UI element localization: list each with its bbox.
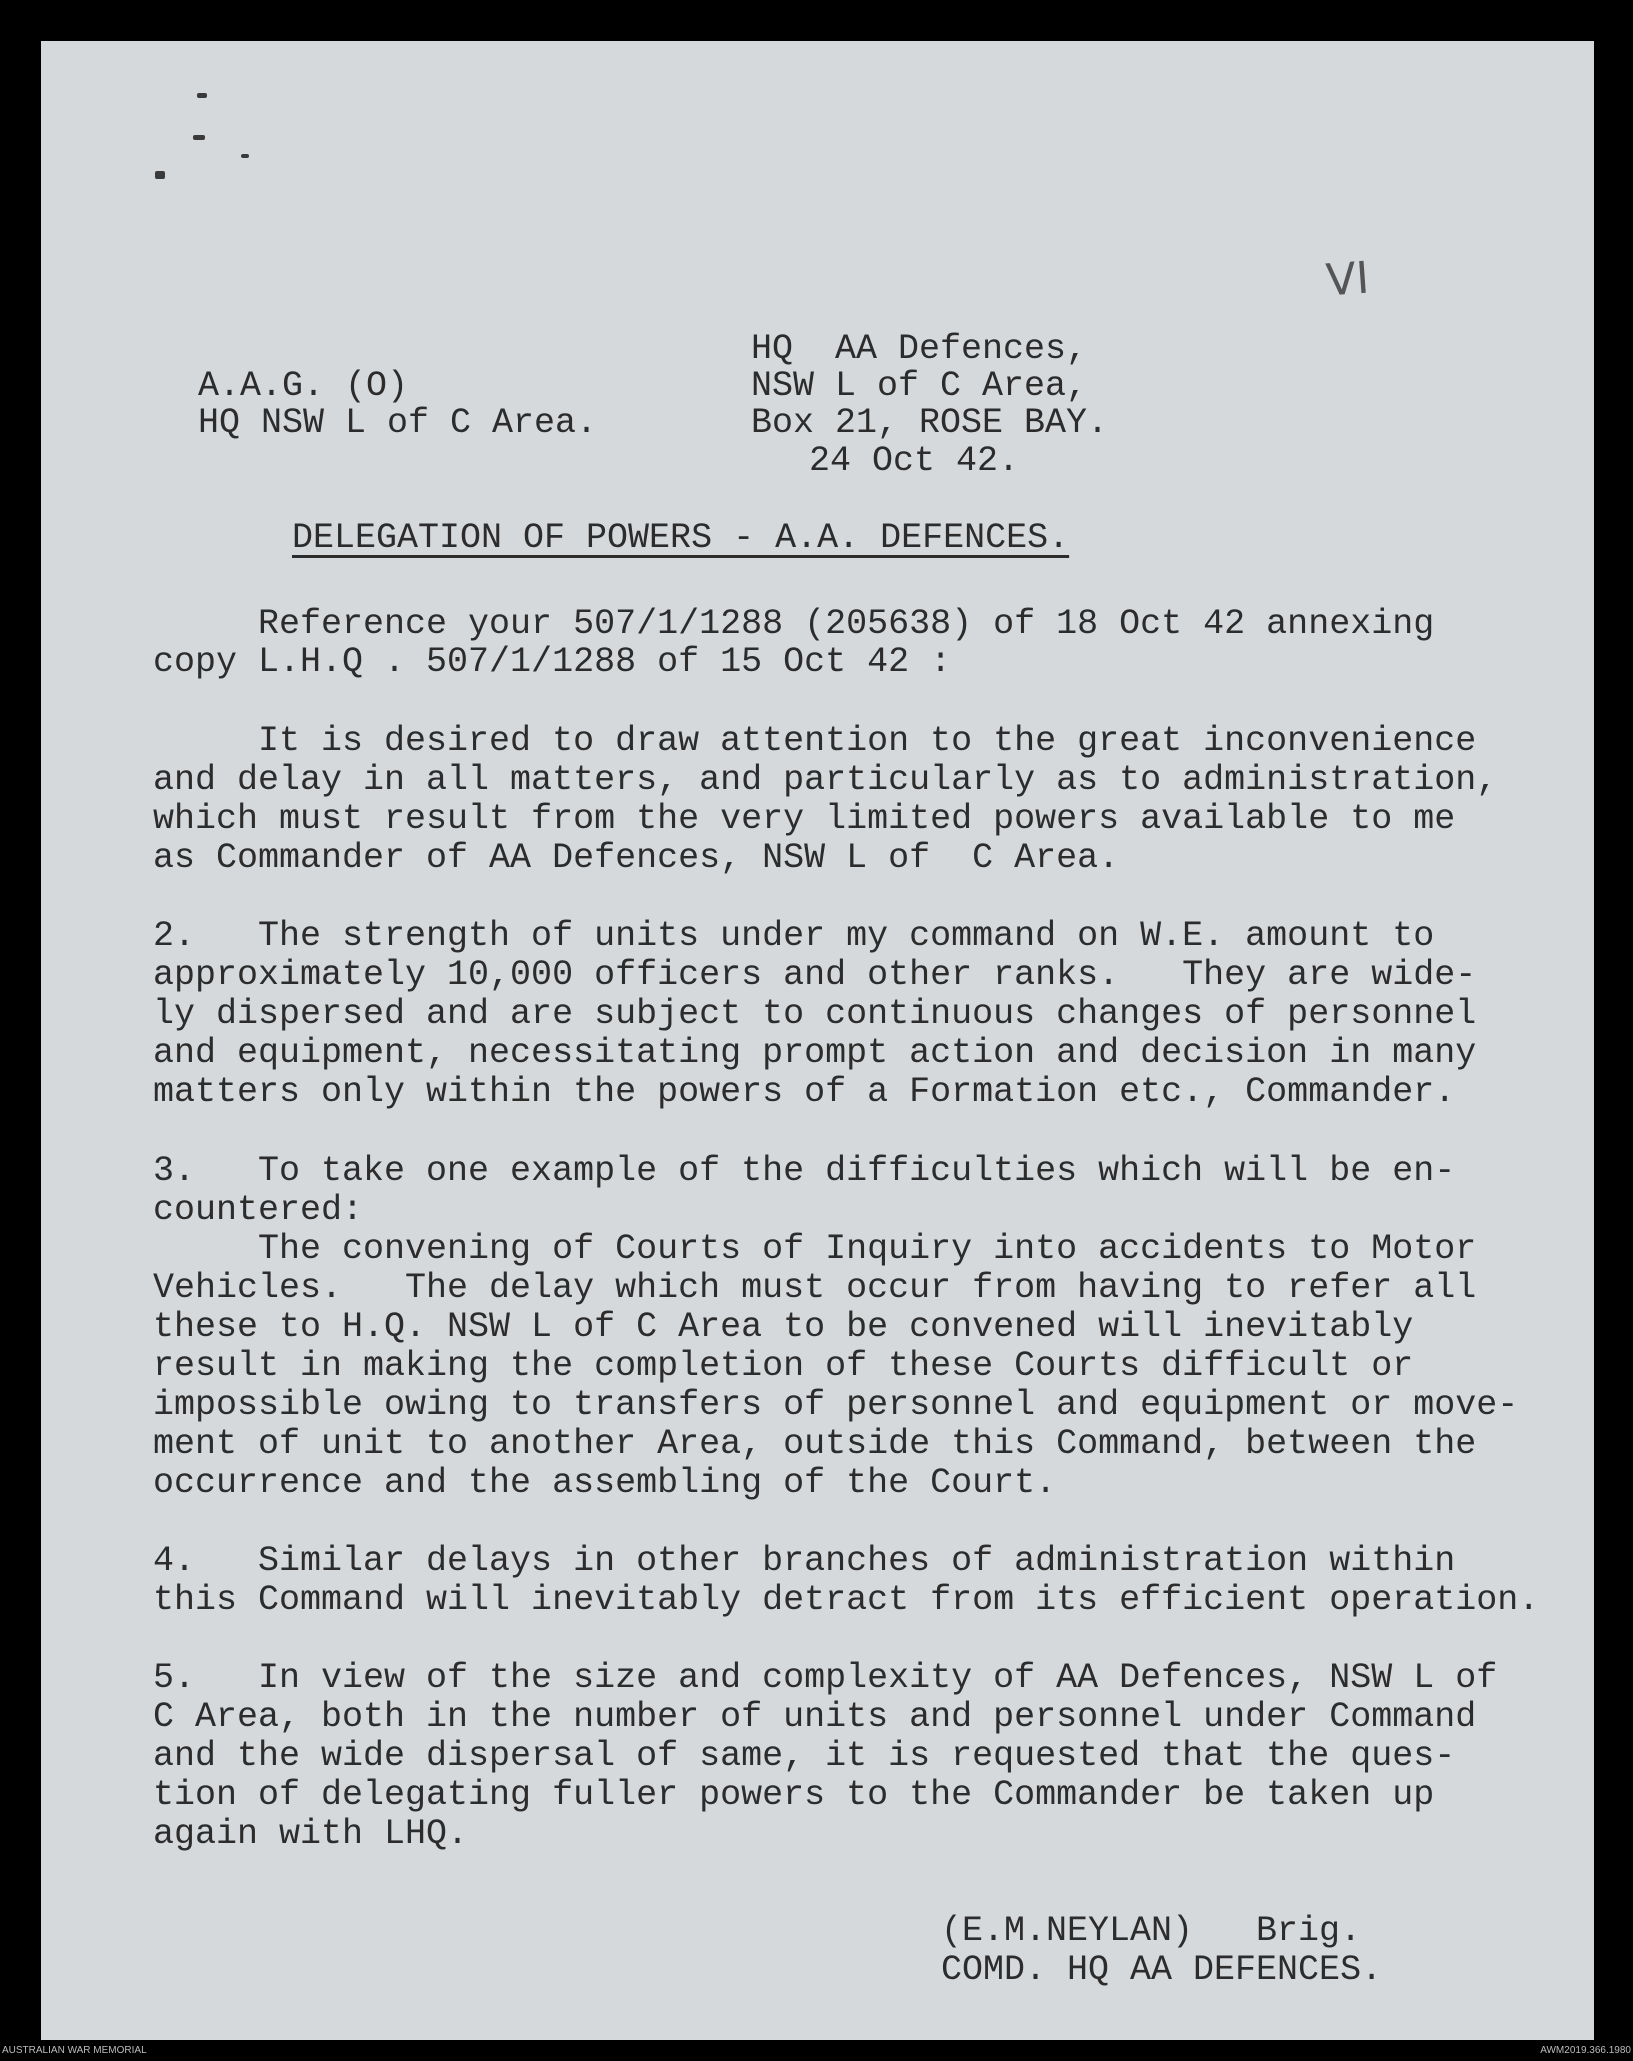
body-line: tion of delegating fuller powers to the Commander be taken up [153, 1775, 1435, 1815]
document-page [41, 41, 1594, 2040]
punch-hole-mark [241, 154, 249, 158]
punch-hole-mark [197, 93, 207, 98]
body-line: Reference your 507/1/1288 (205638) of 18 Oct 42 annexing [153, 604, 1435, 644]
punch-hole-mark [155, 171, 165, 179]
body-line: this Command will inevitably detract from its efficient operation. [153, 1580, 1540, 1620]
body-line: and delay in all matters, and particularly as to administration, [153, 760, 1498, 800]
body-line: which must result from the very limited powers available to me [153, 799, 1456, 839]
body-line: 3. To take one example of the difficulties which will be en- [153, 1151, 1456, 1191]
body-line: The convening of Courts of Inquiry into accidents to Motor [153, 1229, 1477, 1269]
footer-left-label: AUSTRALIAN WAR MEMORIAL [2, 2045, 147, 2056]
body-line: these to H.Q. NSW L of C Area to be convened will inevitably [153, 1307, 1414, 1347]
footer-right-label: AWM2019.366.1980 [1540, 2045, 1631, 2056]
body-line: countered: [153, 1190, 364, 1230]
recipient-line: HQ NSW L of C Area. [198, 403, 598, 443]
body-line: approximately 10,000 officers and other ranks. They are wide- [153, 955, 1477, 995]
body-line: and the wide dispersal of same, it is requested that the ques- [153, 1736, 1456, 1776]
body-line: as Commander of AA Defences, NSW L of C Area. [153, 838, 1120, 878]
body-line: ment of unit to another Area, outside this Command, between the [153, 1424, 1477, 1464]
signature-line: (E.M.NEYLAN) Brig. [941, 1911, 1362, 1951]
body-line: 5. In view of the size and complexity of AA Defences, NSW L of [153, 1658, 1498, 1698]
punch-hole-mark [193, 135, 205, 140]
sender-line: HQ AA Defences, [751, 329, 1088, 369]
letter-date: 24 Oct 42. [809, 441, 1020, 481]
sender-line: Box 21, ROSE BAY. [751, 403, 1109, 443]
body-line: again with LHQ. [153, 1814, 469, 1854]
body-line: result in making the completion of these Courts difficult or [153, 1346, 1414, 1386]
body-line: matters only within the powers of a Formation etc., Commander. [153, 1072, 1456, 1112]
recipient-line: A.A.G. (O) [198, 366, 409, 406]
body-line: 2. The strength of units under my command on W.E. amount to [153, 916, 1435, 956]
body-line: Vehicles. The delay which must occur from having to refer all [153, 1268, 1477, 1308]
body-line: and equipment, necessitating prompt action and decision in many [153, 1033, 1477, 1073]
body-line: It is desired to draw attention to the great inconvenience [153, 721, 1477, 761]
subject-heading: DELEGATION OF POWERS - A.A. DEFENCES. [292, 518, 1070, 558]
body-line: impossible owing to transfers of personnel and equipment or move- [153, 1385, 1519, 1425]
body-line: copy L.H.Q . 507/1/1288 of 15 Oct 42 : [153, 642, 952, 682]
body-line: 4. Similar delays in other branches of administration within [153, 1541, 1456, 1581]
body-line: C Area, both in the number of units and personnel under Command [153, 1697, 1477, 1737]
body-line: occurrence and the assembling of the Court. [153, 1463, 1057, 1503]
body-line: ly dispersed and are subject to continuous changes of personnel [153, 994, 1477, 1034]
handwritten-annotation: VI [1324, 252, 1371, 307]
sender-line: NSW L of C Area, [751, 366, 1088, 406]
signature-line: COMD. HQ AA DEFENCES. [941, 1950, 1383, 1990]
